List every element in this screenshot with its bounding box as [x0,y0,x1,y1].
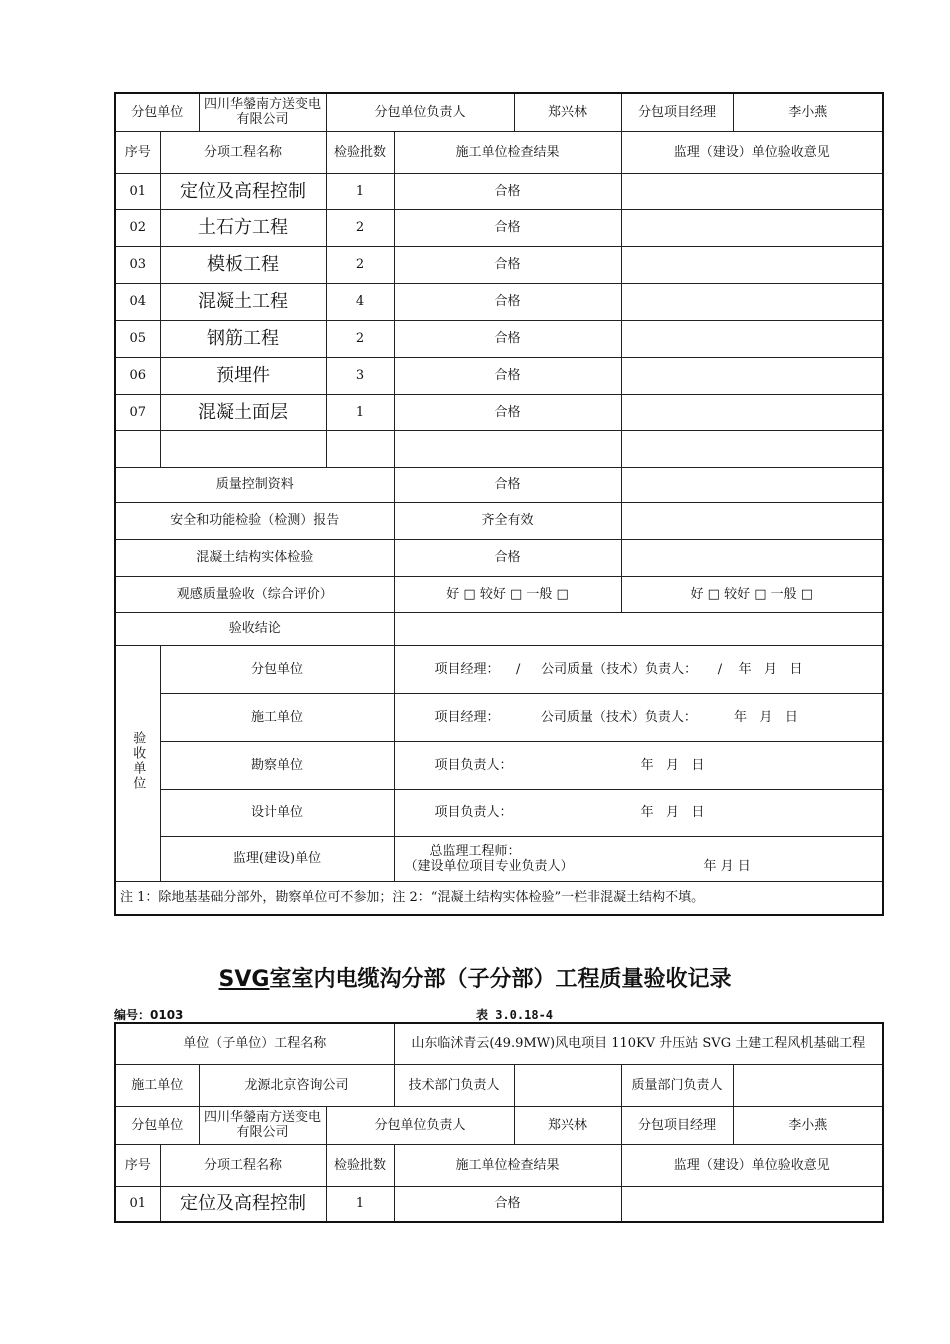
table-row [115,246,883,283]
summary-opinion[interactable] [621,502,883,539]
item-no: 07 [115,394,160,430]
header-row-sub-unit [115,1106,883,1144]
sub-pm-label: 分包项目经理 [621,93,733,131]
col-no: 序号 [115,131,160,173]
footnote: 注 1：除地基基础分部外，勘察单位可不参加；注 2：“混凝土结构实体检验”一栏非混凝土结构不填。 [115,881,883,915]
col-name: 分项工程名称 [160,131,326,173]
table-row [115,394,883,430]
item-result: 合格 [394,209,621,246]
document-number: 编号：0103 [114,1008,184,1022]
item-name: 模板工程 [160,246,326,283]
summary-opinion[interactable] [621,467,883,502]
table-row [115,357,883,394]
item-batches: 1 [326,394,394,430]
item-opinion[interactable] [621,320,883,357]
item-batches: 3 [326,357,394,394]
item-opinion[interactable] [621,1186,883,1222]
item-batches: 2 [326,209,394,246]
col-batches: 检验批数 [326,1144,394,1186]
sub-leader-value: 郑兴林 [514,1106,621,1144]
signoff-unit: 设计单位 [160,789,394,836]
acceptance-table-1 [114,92,884,916]
column-header-row [115,1144,883,1186]
acceptance-table-2 [114,1022,884,1223]
table-number: 表 3.0.18-4 [476,1008,554,1022]
item-no: 04 [115,283,160,320]
signoff-unit: 分包单位 [160,645,394,693]
item-name: 钢筋工程 [160,320,326,357]
item-name: 土石方工程 [160,209,326,246]
summary-label: 混凝土结构实体检验 [115,539,394,576]
chief-supervisor-label: 总监理工程师： [429,843,521,859]
item-batches: 4 [326,283,394,320]
conclusion-row [115,612,883,645]
item-no: 02 [115,209,160,246]
item-no: 03 [115,246,160,283]
table-row [115,1186,883,1222]
summary-opinion[interactable] [621,539,883,576]
item-result: 合格 [394,320,621,357]
builder-value: 龙源北京咨询公司 [199,1064,394,1106]
signoff-text: 项目负责人： 年 月 日 [394,741,883,789]
summary-label: 质量控制资料 [115,467,394,502]
summary-value: 合格 [394,467,621,502]
sub-unit-value: 四川华鎣南方送变电有限公司 [199,1106,326,1144]
summary-row [115,467,883,502]
item-opinion[interactable] [621,173,883,209]
summary-row [115,502,883,539]
quality-head-label: 质量部门负责人 [621,1064,733,1106]
col-supervisor-opinion: 监理（建设）单位验收意见 [621,1144,883,1186]
signoff-unit: 勘察单位 [160,741,394,789]
item-opinion[interactable] [621,283,883,320]
item-opinion[interactable] [621,357,883,394]
sub-leader-label: 分包单位负责人 [326,1106,514,1144]
signoff-date: 年 月 日 [703,858,751,874]
item-no: 01 [115,1186,160,1222]
signoff-unit: 监理(建设)单位 [160,836,394,881]
col-constructor-result: 施工单位检查结果 [394,131,621,173]
note-row [115,881,883,915]
signoff-unit: 施工单位 [160,693,394,741]
summary-row [115,539,883,576]
signoff-text: 项目负责人： 年 月 日 [394,789,883,836]
item-batches: 2 [326,320,394,357]
conclusion-label: 验收结论 [115,612,394,645]
table-row [115,320,883,357]
item-batches: 1 [326,1186,394,1222]
project-label: 单位（子单位）工程名称 [115,1023,394,1064]
item-opinion[interactable] [621,209,883,246]
col-constructor-result: 施工单位检查结果 [394,1144,621,1186]
appearance-row [115,576,883,612]
item-name: 定位及高程控制 [160,173,326,209]
project-value: 山东临沭青云(49.9MW)风电项目 110KV 升压站 SVG 土建工程风机基础工程 [394,1023,883,1064]
item-result: 合格 [394,246,621,283]
signoff-row [115,741,883,789]
header-row-sub-unit [115,93,883,131]
item-opinion[interactable] [621,394,883,430]
tech-head-label: 技术部门负责人 [394,1064,514,1106]
col-no: 序号 [115,1144,160,1186]
builder-label: 施工单位 [115,1064,199,1106]
signoff-text: 项目经理： 公司质量（技术）负责人： 年 月 日 [394,693,883,741]
sub-unit-label: 分包单位 [115,93,199,131]
tech-head-value[interactable] [514,1064,621,1106]
conclusion-value[interactable] [394,612,883,645]
appearance-label: 观感质量验收（综合评价） [115,576,394,612]
table-row [115,283,883,320]
summary-value: 齐全有效 [394,502,621,539]
sub-leader-label: 分包单位负责人 [326,93,514,131]
sub-pm-value: 李小燕 [733,93,883,131]
sub-pm-value: 李小燕 [733,1106,883,1144]
signoff-row [115,789,883,836]
builder-row [115,1064,883,1106]
sub-unit-label: 分包单位 [115,1106,199,1144]
item-name: 定位及高程控制 [160,1186,326,1222]
signoff-row [115,836,883,881]
item-no: 06 [115,357,160,394]
item-opinion[interactable] [621,246,883,283]
item-name: 混凝土工程 [160,283,326,320]
item-result: 合格 [394,1186,621,1222]
item-batches: 1 [326,173,394,209]
signoff-text: 项目经理： / 公司质量（技术）负责人： / 年 月 日 [394,645,883,693]
sub-pm-label: 分包项目经理 [621,1106,733,1144]
signoff-text-supervisor [394,836,883,881]
signoff-row [115,645,883,693]
project-row [115,1023,883,1064]
item-name: 混凝土面层 [160,394,326,430]
form-title: SVG室室内电缆沟分部（子分部）工程质量验收记录 [218,967,732,992]
appearance-constructor-checkboxes[interactable]: 好 □ 较好 □ 一般 □ [394,576,621,612]
sub-unit-value: 四川华鎣南方送变电有限公司 [199,93,326,131]
table-row [115,173,883,209]
table-row [115,209,883,246]
appearance-supervisor-checkboxes[interactable]: 好 □ 较好 □ 一般 □ [621,576,883,612]
signoff-row [115,693,883,741]
item-no: 05 [115,320,160,357]
col-name: 分项工程名称 [160,1144,326,1186]
acceptance-group-label: 验收单位 [115,645,160,881]
quality-head-value[interactable] [733,1064,883,1106]
item-batches: 2 [326,246,394,283]
item-result: 合格 [394,173,621,209]
owner-leader-label: （建设单位项目专业负责人） 年 月 日 [404,858,751,874]
col-supervisor-opinion: 监理（建设）单位验收意见 [621,131,883,173]
item-result: 合格 [394,357,621,394]
empty-row [115,430,883,467]
summary-value: 合格 [394,539,621,576]
col-batches: 检验批数 [326,131,394,173]
column-header-row [115,131,883,173]
sub-leader-value: 郑兴林 [514,93,621,131]
item-result: 合格 [394,283,621,320]
item-name: 预埋件 [160,357,326,394]
item-no: 01 [115,173,160,209]
summary-label: 安全和功能检验（检测）报告 [115,502,394,539]
item-result: 合格 [394,394,621,430]
